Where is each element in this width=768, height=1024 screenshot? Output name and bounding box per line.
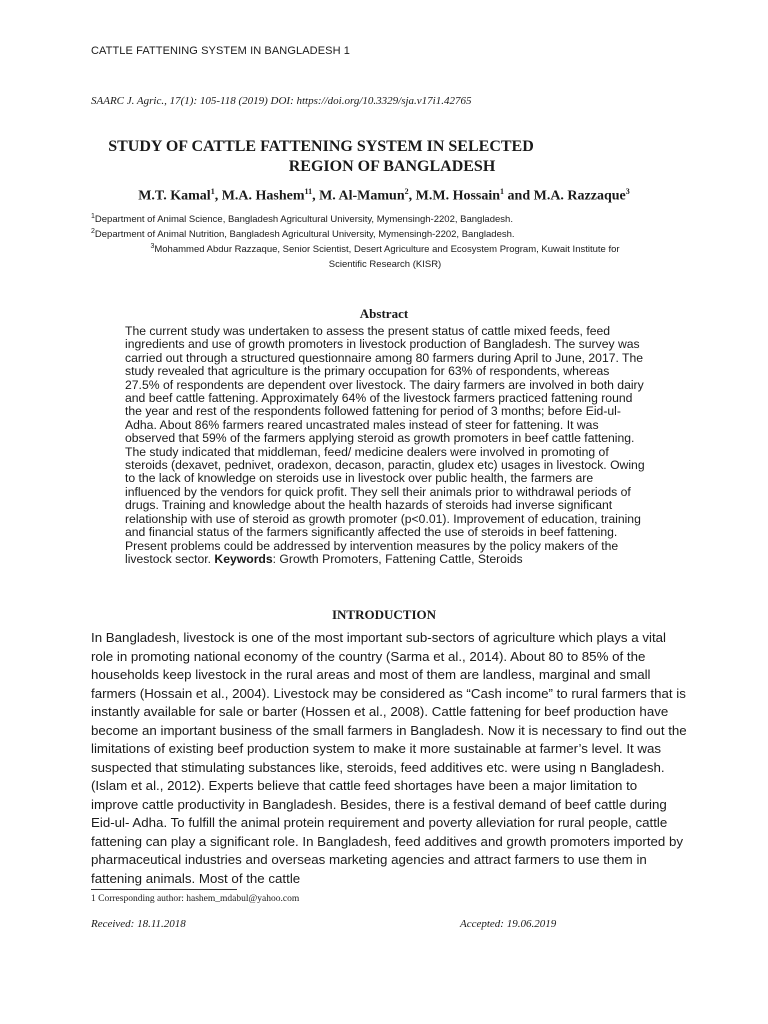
footnote: 1 Corresponding author: hashem_mdabul@yahoo.com — [91, 894, 300, 904]
keywords-text: : Growth Promoters, Fattening Cattle, Steroids — [272, 551, 523, 566]
author: M.M. Hossain — [415, 188, 501, 204]
title-line-1: STUDY OF CATTLE FATTENING SYSTEM IN SELECTED — [108, 138, 534, 155]
affiliation-2: $^2$Department of Animal Nutrition, Bangladesh Agricultural University, Mymensingh-2202, Bangladesh. — [91, 228, 515, 241]
author-sup: 1 — [500, 187, 505, 196]
citation: SAARC J. Agric., 17(1): 105-118 (2019) DOI: https://doi.org/10.3329/sja.v17i1.42765 — [91, 95, 472, 107]
author-sup: 3 — [625, 187, 630, 196]
author: M.A. Razzaque — [533, 188, 626, 204]
author-sup: 1 — [210, 187, 215, 196]
author-sup: 11 — [304, 187, 313, 196]
affiliation-1: $^1$Department of Animal Science, Bangladesh Agricultural University, Mymensingh-2202, Bangladesh. — [91, 213, 513, 226]
received-date: Received: 18.11.2018 — [91, 918, 186, 930]
accepted-date: Accepted: 19.06.2019 — [460, 918, 557, 930]
abstract-body — [125, 325, 645, 566]
abstract-heading: Abstract — [359, 306, 409, 321]
author-list: M.T. Kamal$^1$, M.A. Hashem$^{11}$, M. Al-Mamun$^2$, M.M. Hossain$^1$ and M.A. Razzaque$^3$ — [138, 187, 630, 204]
footnote-divider — [91, 889, 237, 890]
abstract-text: The current study was undertaken to assess the present status of cattle mixed feeds, feed ingredients and use of growth promoters in livestock production of Bangladesh. The survey was carried out through a structured questionnaire among 80 farmers during April to June, 2017. The study revealed that agriculture is the primary occupation for 63% of respondents, whereas 27.5% of respondents are dependent over livestock. The dairy farmers are involved in both dairy and beef cattle fattening. Approximately 64% of the livestock farmers practiced fattening round the year and rest of the respondents followed fattening for period of 3 months; before Eid-ul-Adha. About 86% farmers reared uncastrated males instead of steer for fattening. It was observed that 59% of the farmers applying steroid as growth promoters in beef cattle fattening. The study indicated that middleman, feed/ medicine dealers were involved in promoting of steroids (dexavet, pednivet, oradexon, decason, paractin, gludex etc) usages in livestock. Owing to the lack of knowledge on steroids use in livestock over public health, the farmers are influenced by the vendors for quick profit. They sell their animals prior to withdrawal periods of drugs. Training and knowledge about the health hazards of steroids had inverse significant relationship with use of steroid as growth promoter (p<0.01). Improvement of education, training and financial status of the farmers significantly affected the use of steroids in beef fattening. Present problems could be addressed by intervention measures by the policy makers of the livestock sector. — [125, 324, 645, 566]
paper-title — [0, 137, 768, 177]
author: M.A. Hashem — [221, 188, 305, 204]
affiliation-3: $^3$Mohammed Abdur Razzaque, Senior Scientist, Desert Agriculture and Ecosystem Program, Kuwait Institute for Scientific Research (KISR) — [150, 243, 620, 271]
author-sup: 2 — [404, 187, 409, 196]
keywords-label: Keywords — [214, 551, 273, 566]
introduction-body: In Bangladesh, livestock is one of the most important sub-sectors of agriculture which plays a vital role in promoting national economy of the country (Sarma et al., 2014). About 80 to 85% of the households keep livestock in the rural areas and most of them are landless, marginal and small farmers (Hossain et al., 2004). Livestock may be considered as “Cash income” to rural farmers that is instantly available for sale or barter (Hossen et al., 2008). Cattle fattening for beef production have become an important business of the small farmers in Bangladesh. Now it is necessary to find out the limitations of existing beef production system to make it more sustainable at farmer’s level. It was suspected that stimulating substances like, steroids, feed additives etc. were using n Bangladesh. (Islam et al., 2012). Experts believe that cattle feed shortages have been a major limitation to improve cattle productivity in Bangladesh. Besides, there is a festival demand of beef cattle during Eid-ul- Adha. To fulfill the animal protein requirement and poverty alleviation for rural people, cattle fattening can play a significant role. In Bangladesh, feed additives and growth promoters imported by pharmaceutical industries and overseas marketing agencies and attract farmers to use them in fattening animals. Most of the cattle — [91, 630, 687, 886]
author: M. Al-Mamun — [319, 188, 405, 204]
running-head: CATTLE FATTENING SYSTEM IN BANGLADESH 1 — [91, 45, 350, 57]
title-line-2: REGION OF BANGLADESH — [288, 158, 496, 175]
introduction-heading: INTRODUCTION — [331, 607, 436, 622]
author: M.T. Kamal — [138, 188, 211, 204]
